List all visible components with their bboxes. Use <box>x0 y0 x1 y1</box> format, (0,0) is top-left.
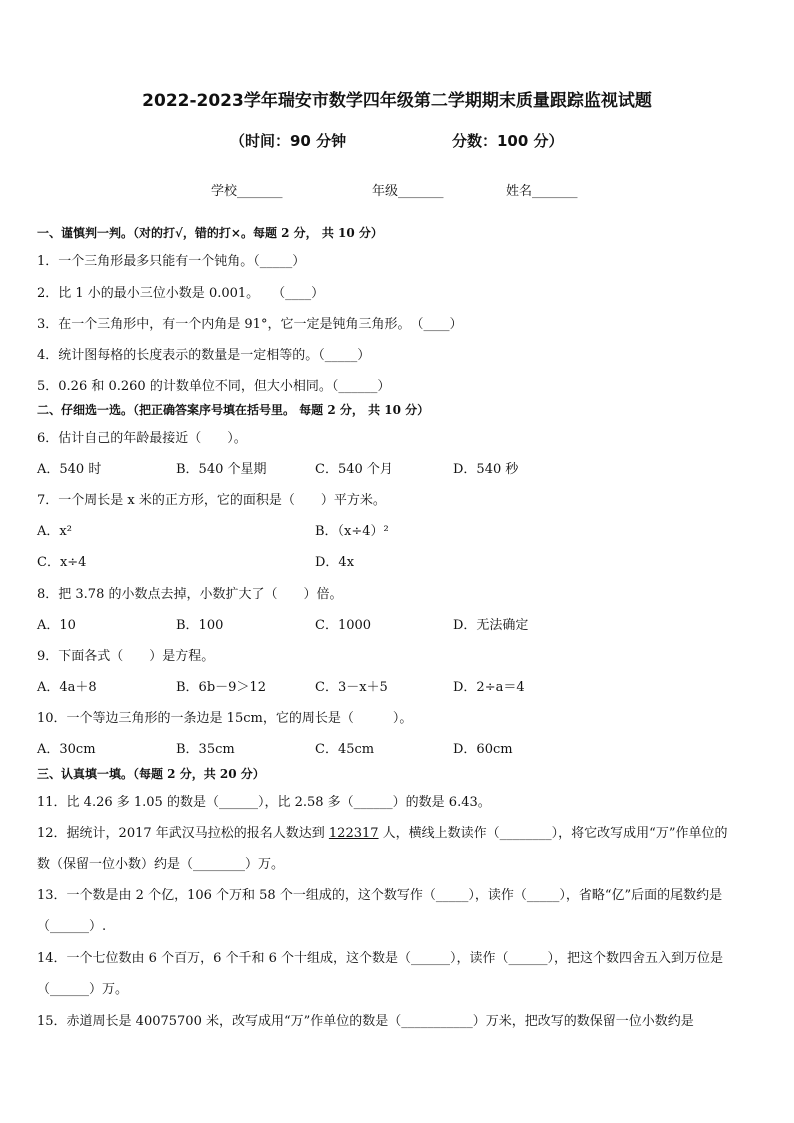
question-12-continued: 数（保留一位小数）约是（________）万。 <box>37 857 285 872</box>
question-6: 6．估计自己的年龄最接近（ ）。 <box>37 431 247 446</box>
q9-option-d: D．2÷a＝4 <box>453 680 525 695</box>
q6-option-a: A．540 时 <box>37 462 102 477</box>
q8-option-b: B．100 <box>176 618 224 633</box>
question-3: 3．在一个三角形中，有一个内角是 91°，它一定是钝角三角形。 （____） <box>37 317 463 332</box>
q10-option-a: A．30cm <box>37 742 96 757</box>
page-title: 2022-2023学年瑞安市数学四年级第二学期期末质量跟踪监视试题 <box>142 91 652 111</box>
q7-option-c: C．x÷4 <box>37 555 87 570</box>
question-9: 9．下面各式（ ）是方程。 <box>37 649 215 664</box>
q12-text-a: 12．据统计，2017 年武汉马拉松的报名人数达到 <box>37 826 329 841</box>
question-8: 8．把 3.78 的小数点去掉，小数扩大了（ ）倍。 <box>37 587 343 602</box>
q10-option-b: B．35cm <box>176 742 235 757</box>
section3-heading: 三、认真填一填。（每题 2 分，共 20 分） <box>37 767 265 781</box>
q7-option-d: D．4x <box>315 555 355 570</box>
q7-option-a: A．x² <box>37 524 72 539</box>
question-5: 5．0.26 和 0.260 的计数单位不同，但大小相同。（______） <box>37 379 391 394</box>
question-13-continued: （______）. <box>37 919 107 934</box>
section1-heading: 一、谨慎判一判。（对的打√，错的打×。每题 2 分， 共 10 分） <box>37 226 383 240</box>
q6-option-c: C．540 个月 <box>315 462 393 477</box>
q8-option-c: C．1000 <box>315 618 372 633</box>
q8-option-d: D．无法确定 <box>453 618 529 633</box>
question-7: 7．一个周长是 x 米的正方形，它的面积是（ ）平方米。 <box>37 493 386 508</box>
question-14: 14．一个七位数由 6 个百万，6 个千和 6 个十组成，这个数是（______），读作（______），把这个数四舍五入到万位是 <box>37 951 724 966</box>
q6-option-d: D．540 秒 <box>453 462 519 477</box>
section2-heading: 二、仔细选一选。（把正确答案序号填在括号里。 每题 2 分， 共 10 分） <box>37 403 430 417</box>
school-field: 学校_______ <box>211 184 283 199</box>
question-13: 13．一个数是由 2 个亿，106 个万和 58 个一组成的，这个数写作（_____），读作（_____），省略“亿”后面的尾数约是 <box>37 888 723 903</box>
question-11: 11．比 4.26 多 1.05 的数是（______），比 2.58 多（______）的数是 6.43。 <box>37 795 491 810</box>
q12-underlined-number: 122317 <box>328 826 379 841</box>
question-2: 2．比 1 小的最小三位小数是 0.001。 （____） <box>37 286 325 301</box>
question-12 <box>37 822 727 841</box>
question-4: 4．统计图每格的长度表示的数量是一定相等的。（_____） <box>37 348 371 363</box>
name-field: 姓名_______ <box>506 184 578 199</box>
question-15: 15．赤道周长是 40075700 米，改写成用“万”作单位的数是（___________）万米，把改写的数保留一位小数约是 <box>37 1014 694 1029</box>
q6-option-b: B．540 个星期 <box>176 462 267 477</box>
q12-text-b: 人，横线上数读作（________），将它改写成用“万”作单位的 <box>378 826 728 841</box>
q9-option-b: B．6b－9＞12 <box>176 680 266 695</box>
question-1: 1．一个三角形最多只能有一个钝角。（_____） <box>37 254 306 269</box>
q7-option-b: B．（x÷4）² <box>315 524 389 539</box>
q10-option-d: D．60cm <box>453 742 513 757</box>
exam-score: 分数：100 分） <box>452 132 564 150</box>
question-10: 10．一个等边三角形的一条边是 15cm，它的周长是（ ）。 <box>37 711 413 726</box>
grade-field: 年级_______ <box>372 184 444 199</box>
q8-option-a: A．10 <box>37 618 76 633</box>
question-14-continued: （______）万。 <box>37 982 129 997</box>
q9-option-a: A．4a＋8 <box>37 680 97 695</box>
exam-time: （时间：90 分钟 <box>230 132 347 150</box>
q10-option-c: C．45cm <box>315 742 375 757</box>
q9-option-c: C．3－x＋5 <box>315 680 388 695</box>
